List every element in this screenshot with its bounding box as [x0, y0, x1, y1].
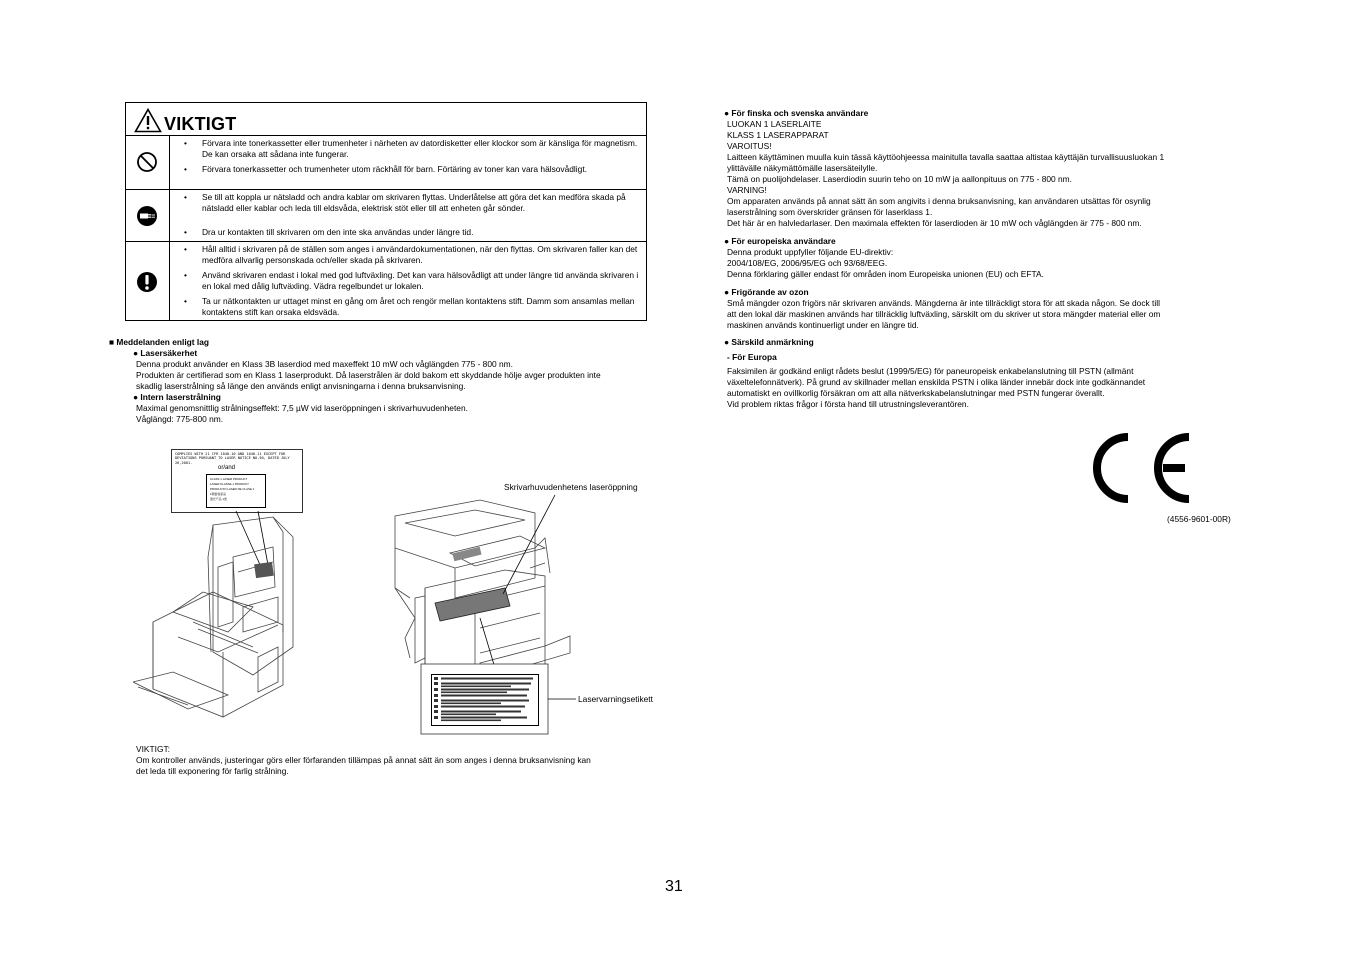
callout-laser-opening: Skrivarhuvudenhetens laseröppning: [504, 482, 638, 492]
printer-open-illustration: [133, 447, 308, 725]
warning-row: [126, 135, 646, 190]
finnish-line: Tämä on puolijohdelaser. Laserdiodin suurin teho on 10 mW ja aallonpituus on 775 - 800 nm.: [727, 174, 1072, 184]
warning-title: VIKTIGT: [164, 114, 237, 134]
callout-warning-label: Laservarningsetikett: [578, 694, 653, 704]
important-warning-box: [125, 102, 647, 321]
prohibited-icon: [136, 151, 158, 173]
bullet: •: [184, 138, 187, 148]
class-label-line: CLASS 1 LASER PRODUCT: [210, 477, 248, 481]
internal-radiation-heading: ● Intern laserstrålning: [133, 392, 221, 402]
or-and-text: or/and: [218, 465, 236, 471]
exclamation-icon: [136, 271, 158, 293]
laser-safety-line: Produkten är certifierad som en Klass 1 laserprodukt. Då laserstrålen är dold bakom ett skyddande hölje avger produkten inte: [136, 370, 601, 380]
warning-row: [126, 242, 646, 321]
bullet: •: [184, 244, 187, 254]
note-line: Om kontroller används, justeringar görs eller förfaranden tillämpas på annat sätt än som anges i denna bruksanvisning kan: [136, 755, 591, 765]
row-icon-cell: [126, 242, 170, 321]
warning-header: [126, 103, 646, 136]
ozone-heading: ● Frigörande av ozon: [724, 287, 809, 297]
class-label-line: PRODUCTO LASER DE CLASE 1: [210, 487, 255, 491]
internal-radiation-line: Maximal genomsnittlig strålningseffekt: 7,5 µW vid laseröppningen i skrivarhuvudenheten.: [136, 403, 468, 413]
finnish-line: Det här är en halvledarlaser. Den maximala effekten för laserdioden är 10 mW och våglängden är 775 - 800 nm.: [727, 218, 1142, 228]
finnish-line: Om apparaten används på annat sätt än som angivits i denna bruksanvisning, kan användaren utsättas för osynlig: [727, 196, 1151, 206]
internal-radiation-line: Våglängd: 775-800 nm.: [136, 414, 224, 424]
special-subheading: - För Europa: [727, 352, 777, 362]
ce-mark-icon: [1093, 433, 1193, 503]
finnish-line: VAROITUS!: [727, 141, 772, 151]
warning-item: Se till att koppla ur nätsladd och andra kablar om skrivaren flyttas. Underlåtelse att göra det kan medföra skada på nätsladd eller kablar och leda till eldsvåda, elektrisk stöt eller till att enheten går sönder.: [202, 192, 626, 213]
warning-item: Använd skrivaren endast i lokal med god luftväxling. Det kan vara hälsovådligt att under längre tid använda skrivaren i en lokal med dålig luftväxling. Vädra regelbundet ur lokalen.: [202, 270, 639, 291]
finnish-line: LUOKAN 1 LASERLAITE: [727, 119, 822, 129]
class-label-line: 1類雷射產品: [210, 492, 227, 496]
note-line: det leda till exponering för farlig strålning.: [136, 766, 289, 776]
warning-row: [126, 190, 646, 242]
laser-safety-line: Denna produkt använder en Klass 3B laserdiod med maxeffekt 10 mW och våglängden 775 - 800 nm.: [136, 359, 513, 369]
finnish-line: VARNING!: [727, 185, 767, 195]
label-text-lines: [434, 677, 536, 723]
special-line: Faksimilen är godkänd enligt rådets beslut (1999/5/EG) för paneuropeisk enkabelanslutning till PSTN (allmänt: [727, 366, 1134, 376]
bullet: •: [184, 192, 187, 202]
ozone-line: att den lokal där maskinen används har tillräcklig luftväxling, särskilt om du skriver ut stora mängder material eller om: [727, 309, 1161, 319]
warning-item: Ta ur nätkontakten ur uttaget minst en gång om året och rengör mellan kontaktens stift. Damm som ansamlas mellan kontaktens stift kan orsaka eldsväda.: [202, 296, 635, 317]
unplug-icon: [136, 205, 158, 227]
warning-triangle-icon: [134, 108, 162, 133]
ozone-line: Små mängder ozon frigörs när skrivaren används. Mängderna är inte tillräckligt stora för att skada någon. Se dock till: [727, 298, 1160, 308]
finnish-line: KLASS 1 LASERAPPARAT: [727, 130, 829, 140]
warning-item: Håll alltid i skrivaren på de ställen som anges i användardokumentationen, när den flyttas. Om skrivaren faller kan det medföra allvarlig personskada och/eller skada på skrivaren.: [202, 244, 638, 265]
european-line: Denna förklaring gäller endast för områden inom Europeiska unionen (EU) och EFTA.: [727, 269, 1044, 279]
laser-safety-line: skadlig laserstrålning så länge den används enligt anvisningarna i denna bruksanvisning.: [136, 381, 466, 391]
row-icon-cell: [126, 135, 170, 189]
finnish-heading: ● För finska och svenska användare: [724, 108, 869, 118]
bullet: •: [184, 164, 187, 174]
special-line: automatiskt en ovillkorlig försäkran om att alla nätverkskabelanslutningar med PSTN fungerar överallt.: [727, 388, 1105, 398]
printer-drawing: [133, 447, 308, 725]
warning-item: Förvara inte tonerkassetter eller trumenheter i närheten av datordisketter eller klockor som är känsliga för magnetism. De kan orsaka att sådana inte fungerar.: [202, 138, 638, 159]
laser-warning-label: [431, 674, 539, 726]
european-line: Denna produkt uppfyller följande EU-direktiv:: [727, 247, 894, 257]
bullet: •: [184, 270, 187, 280]
legal-heading: ■ Meddelanden enligt lag: [109, 337, 209, 347]
bullet: •: [184, 227, 187, 237]
special-line: växeltelefonnätverk). På grund av skillnader mellan enskilda PSTN i olika länder innebär dock inte godkännandet: [727, 377, 1146, 387]
laser-safety-heading: ● Lasersäkerhet: [133, 348, 198, 358]
warning-item: Förvara tonerkassetter och trumenheter utom räckhåll för barn. Förtäring av toner kan vara hälsovådligt.: [202, 164, 587, 174]
compliance-text: COMPLIES WITH 21 CFR 1040.10 AND 1040.11 EXCEPT FOR DEVIATIONS PURSUANT TO LASER NOTICE NO.50, DATED JULY 26,2001.: [175, 452, 290, 465]
special-line: Vid problem riktas frågor i första hand till utrustningsleverantören.: [727, 399, 969, 409]
note-title: VIKTIGT:: [136, 744, 170, 754]
document-code: (4556-9601-00R): [1167, 514, 1231, 524]
finnish-line: ylittävälle näkymättömälle lasersäteilylle.: [727, 163, 878, 173]
european-heading: ● För europeiska användare: [724, 236, 836, 246]
ozone-line: maskinen används kontinuerligt under en längre tid.: [727, 320, 919, 330]
finnish-line: laserstrålning som överskrider gränsen för laserklass 1.: [727, 207, 933, 217]
class-label-line: 激光产品 1类: [210, 497, 227, 501]
row-icon-cell: [126, 190, 170, 241]
european-line: 2004/108/EG, 2006/95/EG och 93/68/EEG.: [727, 258, 888, 268]
finnish-line: Laitteen käyttäminen muulla kuin tässä käyttöohjeessa mainitulla tavalla saattaa altistaa käyttäjän turvallisuusluokan 1: [727, 152, 1165, 162]
class-label-line: LASER KLASSE 1 PRODUKT: [210, 482, 249, 486]
bullet: •: [184, 296, 187, 306]
page-number: 31: [665, 878, 683, 895]
special-heading: ● Särskild anmärkning: [724, 337, 814, 347]
warning-item: Dra ur kontakten till skrivaren om den inte ska användas under längre tid.: [202, 227, 474, 237]
